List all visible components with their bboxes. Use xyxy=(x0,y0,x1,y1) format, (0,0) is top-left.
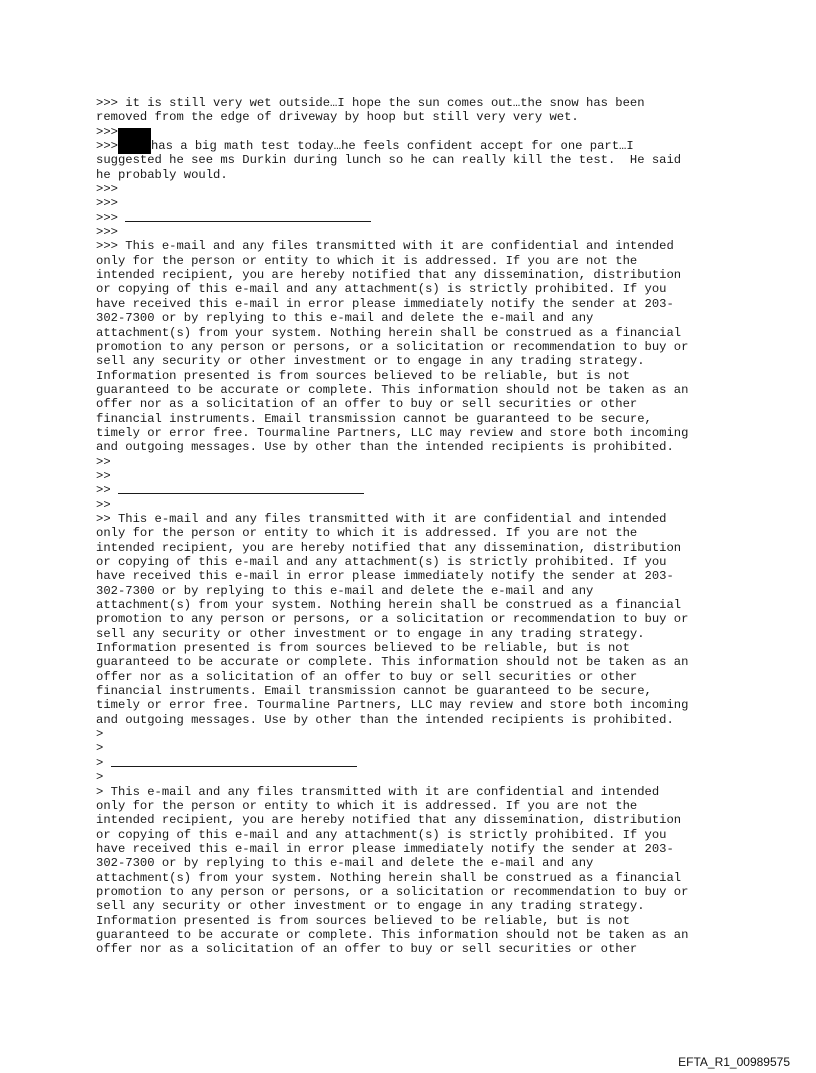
disclaimer-line: Information presented is from sources believed to be reliable, but is not xyxy=(96,913,630,928)
disclaimer-line: sell any security or other investment or to engage in any trading strategy. xyxy=(96,354,645,369)
disclaimer-line: or copying of this e-mail and any attachment(s) is strictly prohibited. If you xyxy=(96,555,667,569)
disclaimer-line: have received this e-mail in error please immediately notify the sender at 203- xyxy=(96,296,674,311)
body-line xyxy=(96,139,736,153)
signature-separator: >> xyxy=(96,483,736,497)
disclaimer-line: have received this e-mail in error please immediately notify the sender at 203- xyxy=(96,569,674,584)
document-id: EFTA_R1_00989575 xyxy=(678,1055,790,1069)
body-line: >> xyxy=(96,468,111,483)
body-text: has a big math test today…he feels confident accept for one part…I xyxy=(150,139,634,154)
body-line: >> xyxy=(96,454,111,469)
disclaimer-line: only for the person or entity to which it is addressed. If you are not the xyxy=(96,526,638,541)
disclaimer-line: or copying of this e-mail and any attachment(s) is strictly prohibited. If you xyxy=(96,282,667,297)
disclaimer-line: intended recipient, you are hereby notified that any dissemination, distribution xyxy=(96,268,682,283)
signature-separator: > xyxy=(96,756,736,770)
signature-separator: >>> xyxy=(96,211,736,225)
disclaimer-line: 302-7300 or by replying to this e-mail and delete the e-mail and any xyxy=(96,583,594,598)
separator-rule xyxy=(125,211,371,222)
disclaimer-line: timely or error free. Tourmaline Partners, LLC may review and store both incoming xyxy=(96,425,689,440)
disclaimer-block xyxy=(96,512,736,727)
body-line: >>> xyxy=(96,196,118,211)
body-line: >>> xyxy=(96,124,118,139)
disclaimer-line: or copying of this e-mail and any attachment(s) is strictly prohibited. If you xyxy=(96,827,667,842)
disclaimer-line: >>> This e-mail and any files transmitted with it are confidential and intended xyxy=(96,239,674,254)
disclaimer-line: offer nor as a solicitation of an offer to buy or sell securities or other xyxy=(96,942,638,957)
body-line: > xyxy=(96,770,104,785)
disclaimer-line: intended recipient, you are hereby notified that any dissemination, distribution xyxy=(96,540,682,555)
body-line: > xyxy=(96,727,104,742)
disclaimer-line: only for the person or entity to which it is addressed. If you are not the xyxy=(96,798,638,813)
disclaimer-line: Information presented is from sources believed to be reliable, but is not xyxy=(96,641,630,656)
body-line: > xyxy=(96,741,104,756)
disclaimer-line: offer nor as a solicitation of an offer to buy or sell securities or other xyxy=(96,669,638,684)
body-line: >> xyxy=(96,497,111,512)
disclaimer-line: intended recipient, you are hereby notified that any dissemination, distribution xyxy=(96,813,682,828)
disclaimer-line: offer nor as a solicitation of an offer to buy or sell securities or other xyxy=(96,397,638,412)
disclaimer-line: 302-7300 or by replying to this e-mail and delete the e-mail and any xyxy=(96,856,594,871)
disclaimer-line: guaranteed to be accurate or complete. This information should not be taken as an xyxy=(96,382,689,397)
disclaimer-block xyxy=(96,239,736,454)
disclaimer-line: promotion to any person or persons, or a solicitation or recommendation to buy or xyxy=(96,612,689,627)
body-line: >>> xyxy=(96,225,118,240)
separator-rule xyxy=(111,756,357,767)
disclaimer-line: > This e-mail and any files transmitted with it are confidential and intended xyxy=(96,784,660,799)
disclaimer-line: guaranteed to be accurate or complete. This information should not be taken as an xyxy=(96,655,689,670)
email-body xyxy=(96,96,736,957)
disclaimer-line: promotion to any person or persons, or a solicitation or recommendation to buy or xyxy=(96,339,689,354)
redaction-box xyxy=(118,128,151,154)
disclaimer-line: Information presented is from sources believed to be reliable, but is not xyxy=(96,368,630,383)
body-line: removed from the edge of driveway by hoop but still very very wet. xyxy=(96,110,579,125)
disclaimer-line: sell any security or other investment or to engage in any trading strategy. xyxy=(96,626,645,641)
body-line: >>> it is still very wet outside…I hope the sun comes out…the snow has been xyxy=(96,96,645,110)
disclaimer-line: attachment(s) from your system. Nothing herein shall be construed as a financial xyxy=(96,870,682,885)
body-line: he probably would. xyxy=(96,167,228,182)
disclaimer-line: promotion to any person or persons, or a solicitation or recommendation to buy or xyxy=(96,884,689,899)
disclaimer-line: >> This e-mail and any files transmitted with it are confidential and intended xyxy=(96,511,667,526)
disclaimer-line: have received this e-mail in error please immediately notify the sender at 203- xyxy=(96,841,674,856)
disclaimer-line: sell any security or other investment or to engage in any trading strategy. xyxy=(96,899,645,914)
disclaimer-block xyxy=(96,785,736,957)
body-line: >>> xyxy=(96,182,118,197)
disclaimer-line: attachment(s) from your system. Nothing herein shall be construed as a financial xyxy=(96,325,682,340)
disclaimer-line: and outgoing messages. Use by other than the intended recipients is prohibited. xyxy=(96,440,674,455)
quote-marker: >>> xyxy=(96,139,118,154)
disclaimer-line: timely or error free. Tourmaline Partners, LLC may review and store both incoming xyxy=(96,698,689,713)
disclaimer-line: only for the person or entity to which it is addressed. If you are not the xyxy=(96,253,638,268)
separator-rule xyxy=(118,483,364,494)
disclaimer-line: guaranteed to be accurate or complete. This information should not be taken as an xyxy=(96,927,689,942)
body-line: suggested he see ms Durkin during lunch so he can really kill the test. He said xyxy=(96,153,682,168)
disclaimer-line: 302-7300 or by replying to this e-mail and delete the e-mail and any xyxy=(96,311,594,326)
disclaimer-line: financial instruments. Email transmission cannot be guaranteed to be secure, xyxy=(96,684,652,699)
disclaimer-line: and outgoing messages. Use by other than the intended recipients is prohibited. xyxy=(96,712,674,727)
disclaimer-line: financial instruments. Email transmission cannot be guaranteed to be secure, xyxy=(96,411,652,426)
disclaimer-line: attachment(s) from your system. Nothing herein shall be construed as a financial xyxy=(96,598,682,613)
